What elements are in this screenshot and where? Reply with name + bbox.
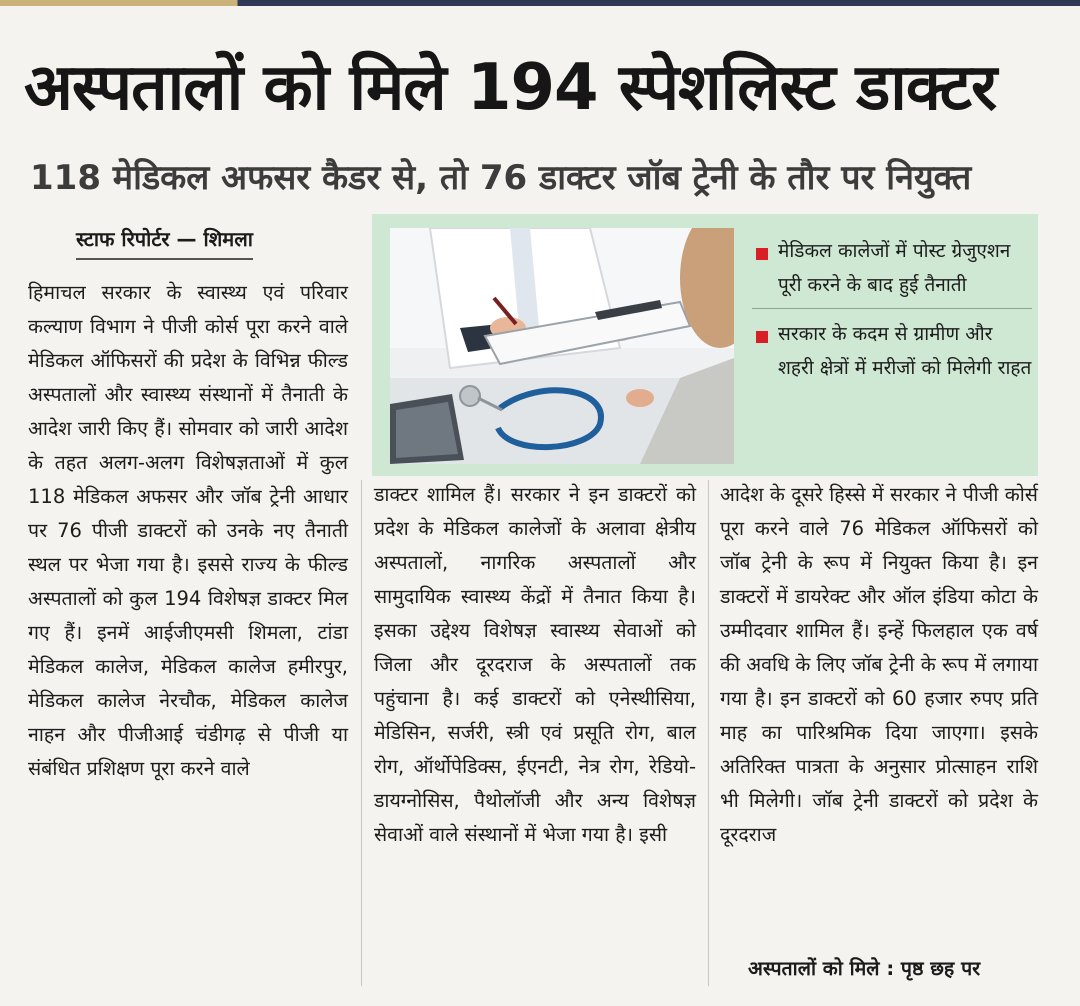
column-divider xyxy=(361,480,362,986)
highlight-text: सरकार के कदम से ग्रामीण और शहरी क्षेत्रों में मरीजों को मिलेगी राहत xyxy=(778,323,1032,379)
highlight-divider xyxy=(752,308,1032,309)
bullet-square-icon xyxy=(756,331,768,343)
article-column-2: डाक्टर शामिल हैं। सरकार ने इन डाक्टरों को प्रदेश के मेडिकल कालेजों के अलावा क्षेत्रीय अस्पतालों, नागरिक अस्पतालों और सामुदायिक स्वास्थ्य केंद्रों में तैनात किया है। इसका उद्देश्य विशेषज्ञ स्वास्थ्य सेवाओं को जिला और दूरदराज के अस्पतालों तक पहुंचाना है। कई डाक्टरों को एनेस्थीसिया, मेडिसिन, सर्जरी, स्त्री एवं प्रसूति रोग, बाल रोग, ऑर्थोपेडिक्स, ईएनटी, नेत्र रोग, रेडियो-डायग्नोसिस, पैथोलॉजी और अन्य विशेषज्ञ सेवाओं वाले संस्थानों में भेजा गया है। इसी xyxy=(374,483,696,846)
column-divider xyxy=(708,480,709,986)
highlight-text: मेडिकल कालेजों में पोस्ट ग्रेजुएशन पूरी करने के बाद हुई तैनाती xyxy=(778,240,1011,296)
article-column-3: आदेश के दूसरे हिस्से में सरकार ने पीजी कोर्स पूरा करने वाले 76 मेडिकल ऑफिसरों को जॉब ट्रेनी के रूप में नियुक्त किया है। इन डाक्टरों में डायरेक्ट और ऑल इंडिया कोटा के उम्मीदवार शामिल हैं। इन्हें फिलहाल एक वर्ष की अवधि के लिए जॉब ट्रेनी के रूप में लगाया गया है। इन डाक्टरों को 60 हजार रुपए प्रति माह का पारिश्रमिक दिया जाएगा। इसके अतिरिक्त पात्रता के अनुसार प्रोत्साहन राशि भी मिलेगी। जॉब ट्रेनी डाक्टरों को प्रदेश के दूरदराज xyxy=(720,483,1038,846)
top-color-strip xyxy=(0,0,1080,6)
highlight-bullets xyxy=(752,234,1032,385)
highlight-bullet xyxy=(752,234,1032,302)
subheadline: 118 मेडिकल अफसर कैडर से, तो 76 डाक्टर जॉब ट्रेनी के तौर पर नियुक्त xyxy=(30,158,972,198)
article-column-1: हिमाचल सरकार के स्वास्थ्य एवं परिवार कल्याण विभाग ने पीजी कोर्स पूरा करने वाले मेडिकल ऑफिसरों की प्रदेश के विभिन्न फील्ड अस्पतालों और स्वास्थ्य संस्थानों में तैनाती के आदेश जारी किए हैं। सोमवार को जारी आदेश के तहत अलग-अलग विशेषज्ञताओं में कुल 118 मेडिकल अफसर और जॉब ट्रेनी आधार पर 76 पीजी डाक्टरों को उनके नए तैनाती स्थल पर भेजा गया है। इससे राज्य के फील्ड अस्पतालों को कुल 194 विशेषज्ञ डाक्टर मिल गए हैं। इनमें आईजीएमसी शिमला, टांडा मेडिकल कालेज, मेडिकल कालेज हमीरपुर, मेडिकल कालेज नेरचौक, मेडिकल कालेज नाहन और पीजीआई चंडीगढ़ से पीजी या संबंधित प्रशिक्षण पूरा करने वाले xyxy=(28,281,348,780)
headline: अस्पतालों को मिले 194 स्पेशलिस्ट डाक्टर xyxy=(24,51,997,125)
bullet-square-icon xyxy=(756,248,768,260)
doctor-photo xyxy=(390,228,734,464)
byline: स्टाफ रिपोर्टर — शिमला xyxy=(76,222,253,260)
doctor-photo-illustration xyxy=(390,228,734,464)
highlight-bullet xyxy=(752,317,1032,385)
continuation-line: अस्पतालों को मिले : पृष्ठ छह पर xyxy=(748,957,981,980)
